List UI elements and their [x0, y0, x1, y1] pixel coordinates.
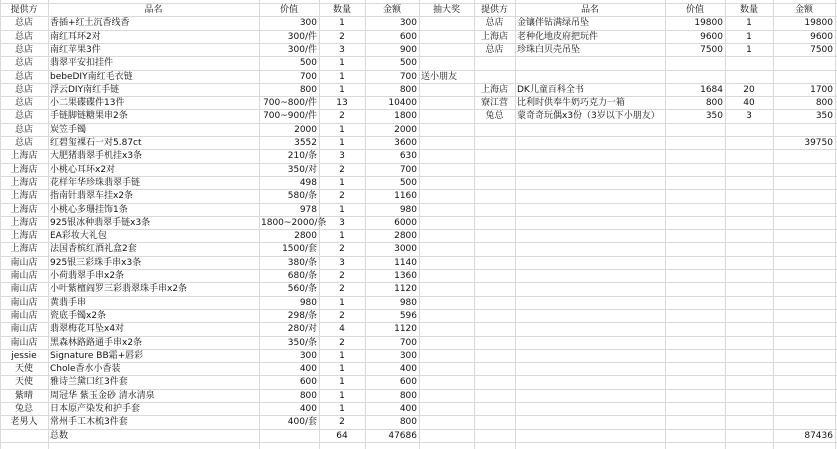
left-cell-provider[interactable]: 兔总 [14, 404, 33, 414]
left-cell-value[interactable]: 3552 [294, 138, 317, 148]
left-cell-value[interactable]: 400 [299, 404, 317, 414]
left-total-quantity[interactable]: 64 [336, 430, 348, 441]
left-cell-quantity[interactable]: 2 [339, 417, 345, 428]
left-cell-quantity[interactable]: 1 [339, 58, 345, 69]
left-cell-amount[interactable]: 700 [399, 337, 417, 348]
left-cell-amount[interactable]: 800 [399, 84, 417, 95]
left-cell-item-name[interactable]: 黑森林路路通手串x2条 [50, 337, 143, 348]
left-cell-value[interactable]: 700~800/件 [263, 98, 317, 109]
right-cell-provider[interactable]: 总店 [485, 18, 504, 29]
left-cell-amount[interactable]: 400 [399, 364, 417, 375]
left-cell-quantity[interactable]: 4 [339, 324, 345, 335]
left-cell-provider[interactable]: 上海店 [10, 191, 38, 202]
left-cell-quantity[interactable]: 1 [339, 84, 345, 95]
left-cell-value[interactable]: 300 [299, 350, 317, 361]
left-cell-item-name[interactable]: 雅诗兰黛口红3件套 [50, 377, 128, 388]
right-cell-provider[interactable]: 寮江营 [480, 98, 508, 109]
left-cell-item-name[interactable]: 法国香槟红酒礼盒2套 [50, 244, 137, 255]
left-cell-amount[interactable]: 1120 [394, 324, 417, 335]
right-cell-value[interactable]: 1684 [700, 84, 723, 95]
left-cell-amount[interactable]: 600 [399, 377, 417, 388]
left-cell-item-name[interactable]: Chole香水小香装 [50, 364, 121, 375]
left-cell-item-name[interactable]: 小桃心多珊挂饰1条 [50, 204, 128, 215]
left-cell-provider[interactable]: 上海店 [10, 204, 38, 215]
left-cell-provider[interactable]: jessie [11, 350, 37, 361]
right-cell-value[interactable]: 350 [705, 111, 723, 122]
right-cell-quantity[interactable]: 20 [743, 84, 755, 95]
left-cell-quantity[interactable]: 2 [339, 271, 345, 281]
right-cell-amount[interactable]: 7500 [810, 44, 833, 55]
right-cell-amount[interactable]: 1700 [810, 84, 833, 95]
left-cell-amount[interactable]: 2000 [394, 124, 417, 135]
grid-column-line [515, 0, 516, 449]
right-cell-amount[interactable]: 19800 [804, 18, 833, 29]
right-header-quantity[interactable]: 数量 [739, 5, 758, 15]
left-cell-item-name[interactable]: 浮云DIY南红手链 [50, 84, 120, 95]
left-cell-value[interactable]: 700 [299, 71, 317, 82]
right-cell-quantity[interactable]: 1 [746, 31, 752, 42]
draw-header[interactable]: 抽大奖 [432, 5, 460, 15]
left-cell-quantity[interactable]: 3 [339, 44, 345, 55]
left-cell-item-name[interactable]: 日本原产染发和护手套 [50, 404, 141, 414]
left-cell-amount[interactable]: 596 [399, 310, 417, 321]
left-cell-value[interactable]: 300/件 [287, 31, 317, 42]
left-cell-provider[interactable]: 上海店 [10, 217, 38, 228]
left-cell-provider[interactable]: 上海店 [10, 231, 38, 242]
left-cell-amount[interactable]: 1120 [394, 284, 417, 295]
right-cell-item-name[interactable]: 金镶伴钻满绿吊坠 [517, 18, 590, 29]
left-cell-value[interactable]: 560/条 [287, 284, 317, 295]
left-cell-quantity[interactable]: 1 [339, 177, 345, 188]
left-header-amount[interactable]: 金额 [382, 5, 401, 15]
right-cell-provider[interactable]: 总店 [485, 44, 504, 55]
left-cell-quantity[interactable]: 2 [339, 284, 345, 295]
left-cell-item-name[interactable]: Signature BB霜+唇彩 [50, 350, 144, 361]
left-cell-provider[interactable]: 总店 [14, 111, 33, 122]
left-cell-quantity[interactable]: 1 [339, 377, 345, 388]
left-cell-value[interactable]: 600 [299, 377, 317, 388]
left-cell-value[interactable]: 280/对 [287, 324, 317, 335]
left-cell-value[interactable]: 1500/套 [282, 244, 317, 255]
left-cell-value[interactable]: 400 [299, 364, 317, 375]
left-cell-provider[interactable]: 老男人 [10, 417, 38, 428]
left-cell-quantity[interactable]: 2 [339, 310, 345, 321]
grid-column-line [725, 0, 726, 449]
left-cell-quantity[interactable]: 2 [339, 337, 345, 348]
left-cell-provider[interactable]: 总店 [14, 71, 33, 82]
left-cell-amount[interactable]: 2800 [394, 231, 417, 242]
left-header-item-name[interactable]: 品名 [144, 5, 163, 15]
grid-column-line [665, 0, 666, 449]
left-cell-quantity[interactable]: 1 [339, 124, 345, 135]
right-cell-item-name[interactable]: 珍珠白贝壳吊坠 [517, 44, 581, 55]
left-cell-amount[interactable]: 300 [399, 18, 417, 29]
right-cell-amount[interactable]: 350 [815, 111, 833, 122]
left-cell-provider[interactable]: 总店 [14, 98, 33, 109]
left-cell-item-name[interactable]: 花样年华珍珠翡翠手链 [50, 177, 141, 188]
left-cell-value[interactable]: 800 [299, 84, 317, 95]
left-cell-quantity[interactable]: 3 [339, 217, 345, 228]
left-cell-provider[interactable]: 南山店 [10, 310, 38, 321]
left-cell-amount[interactable]: 600 [399, 31, 417, 42]
left-cell-value[interactable]: 298/条 [287, 310, 317, 321]
left-cell-amount[interactable]: 6000 [394, 217, 417, 228]
right-cell-item-name[interactable]: DK儿童百科全书 [517, 84, 584, 95]
left-cell-value[interactable]: 700~900/件 [263, 111, 317, 122]
left-cell-provider[interactable]: 南山店 [10, 271, 38, 281]
right-cell-provider[interactable]: 上海店 [480, 84, 508, 95]
left-cell-provider[interactable]: 上海店 [10, 164, 38, 175]
left-cell-value[interactable]: 300/件 [287, 44, 317, 55]
left-cell-quantity[interactable]: 2 [339, 164, 345, 175]
right-cell-quantity[interactable]: 40 [743, 98, 755, 109]
left-cell-item-name[interactable]: 南红耳环2对 [50, 31, 101, 42]
left-cell-item-name[interactable]: 周冠华 紫玉金砂 清水清泉 [50, 390, 155, 401]
left-cell-amount[interactable]: 1160 [394, 191, 417, 202]
left-cell-quantity[interactable]: 1 [339, 231, 345, 242]
left-cell-provider[interactable]: 南山店 [10, 284, 38, 295]
left-cell-provider[interactable]: 天使 [14, 377, 33, 388]
left-cell-item-name[interactable]: 925银三彩珠手串x3条 [50, 257, 142, 268]
left-cell-amount[interactable]: 300 [399, 350, 417, 361]
left-cell-item-name[interactable]: 瓷底手镯x2条 [50, 310, 107, 321]
grid-column-line [835, 0, 836, 449]
left-cell-item-name[interactable]: bebeDIY南红毛衣链 [50, 71, 133, 82]
right-total-amount[interactable]: 87436 [804, 430, 833, 441]
left-cell-provider[interactable]: 南山店 [10, 297, 38, 308]
right-cell-value[interactable]: 9600 [700, 31, 723, 42]
left-cell-item-name[interactable]: 翡翠梅花耳坠x4对 [50, 324, 125, 335]
left-header-quantity[interactable]: 数量 [332, 5, 351, 15]
left-total-amount[interactable]: 47686 [388, 430, 417, 441]
left-cell-amount[interactable]: 400 [399, 404, 417, 414]
grid-column-line [474, 0, 475, 449]
left-cell-item-name[interactable]: EA彩妆大礼包 [50, 231, 107, 242]
left-cell-quantity[interactable]: 13 [336, 98, 348, 109]
left-cell-value[interactable]: 350/对 [287, 164, 317, 175]
left-cell-provider[interactable]: 南山店 [10, 324, 38, 335]
left-cell-item-name[interactable]: 黄翡手串 [50, 297, 87, 308]
right-cell-item-name[interactable]: 蒙奇奇玩偶x3份（3岁以下小朋友） [517, 111, 660, 122]
left-cell-provider[interactable]: 紫晴 [14, 390, 33, 401]
left-cell-quantity[interactable]: 1 [339, 138, 345, 148]
right-cell-value[interactable]: 19800 [694, 18, 723, 29]
left-cell-provider[interactable]: 南山店 [10, 337, 38, 348]
left-cell-quantity[interactable]: 2 [339, 31, 345, 42]
left-header-value[interactable]: 价值 [279, 5, 298, 15]
left-cell-value[interactable]: 580/条 [287, 191, 317, 202]
left-cell-provider[interactable]: 天使 [14, 364, 33, 375]
left-cell-item-name[interactable]: 小叶紫檀阎罗三彩翡翠珠手串x2条 [50, 284, 188, 295]
grid-row-line [0, 442, 837, 443]
left-cell-item-name[interactable]: 大肥猪翡翠手机挂x3条 [50, 151, 143, 162]
left-cell-value[interactable]: 680/条 [287, 271, 317, 281]
left-cell-quantity[interactable]: 1 [339, 364, 345, 375]
left-cell-value[interactable]: 800 [299, 390, 317, 401]
left-cell-value[interactable]: 500 [299, 58, 317, 69]
left-cell-amount[interactable]: 10400 [388, 98, 417, 109]
right-cell-item-name[interactable]: 比利时供奉牛奶巧克力一箱 [517, 98, 626, 109]
left-cell-quantity[interactable]: 2 [339, 244, 345, 255]
left-cell-provider[interactable]: 总店 [14, 138, 33, 148]
left-cell-item-name[interactable]: 小桃心耳环x2对 [50, 164, 116, 175]
right-header-item-name[interactable]: 品名 [580, 5, 599, 15]
left-cell-value[interactable]: 498 [299, 177, 317, 188]
left-cell-quantity[interactable]: 1 [339, 390, 345, 401]
left-cell-value[interactable]: 2000 [294, 124, 317, 135]
left-cell-item-name[interactable]: 翡翠平安扣挂件 [50, 58, 114, 69]
right-cell-quantity[interactable]: 3 [746, 111, 752, 122]
left-cell-provider[interactable]: 总店 [14, 44, 33, 55]
left-cell-value[interactable]: 980 [299, 297, 317, 308]
right-header-amount[interactable]: 金额 [794, 5, 813, 15]
right-cell-value[interactable]: 800 [705, 98, 723, 109]
right-cell-amount[interactable]: 800 [815, 98, 833, 109]
left-cell-amount[interactable]: 500 [399, 58, 417, 69]
left-cell-value[interactable]: 1800~2000/条 [261, 217, 327, 228]
left-cell-amount[interactable]: 980 [399, 204, 417, 215]
left-cell-value[interactable]: 400/套 [287, 417, 317, 428]
left-cell-amount[interactable]: 3600 [394, 138, 417, 148]
right-cell-value[interactable]: 7500 [700, 44, 723, 55]
left-cell-amount[interactable]: 900 [399, 44, 417, 55]
left-cell-amount[interactable]: 700 [399, 71, 417, 82]
right-cell-provider[interactable]: 上海店 [480, 31, 508, 42]
draw-side-label[interactable]: 送小朋友 [421, 71, 458, 82]
left-cell-amount[interactable]: 980 [399, 297, 417, 308]
left-cell-value[interactable]: 300 [299, 18, 317, 29]
left-cell-amount[interactable]: 800 [399, 417, 417, 428]
left-cell-amount[interactable]: 1360 [394, 271, 417, 281]
left-cell-provider[interactable]: 上海店 [10, 151, 38, 162]
grid-column-line [773, 0, 774, 449]
left-cell-amount[interactable]: 800 [399, 390, 417, 401]
left-cell-item-name[interactable]: 925银冰种翡翠手链x3条 [50, 217, 151, 228]
right-subtotal-amount[interactable]: 39750 [804, 138, 833, 148]
left-cell-provider[interactable]: 上海店 [10, 244, 38, 255]
left-cell-item-name[interactable]: 小荷翡翠手串x2条 [50, 271, 125, 281]
left-cell-value[interactable]: 380/条 [287, 257, 317, 268]
right-cell-quantity[interactable]: 1 [746, 44, 752, 55]
left-cell-provider[interactable]: 总店 [14, 58, 33, 69]
left-cell-provider[interactable]: 总店 [14, 84, 33, 95]
grid-column-line [419, 0, 420, 449]
left-cell-item-name[interactable]: 手链脚链糖果串2条 [50, 111, 128, 122]
right-header-value[interactable]: 价值 [685, 5, 704, 15]
right-cell-amount[interactable]: 9600 [810, 31, 833, 42]
left-cell-provider[interactable]: 上海店 [10, 177, 38, 188]
left-cell-value[interactable]: 350/条 [287, 337, 317, 348]
right-header-provider[interactable]: 提供方 [480, 5, 508, 15]
left-cell-quantity[interactable]: 1 [339, 18, 345, 29]
left-total-label[interactable]: 总数 [50, 430, 69, 441]
left-cell-quantity[interactable]: 1 [339, 297, 345, 308]
left-cell-item-name[interactable]: 指南针翡翠车挂x2条 [50, 191, 134, 202]
left-cell-item-name[interactable]: 小二果碟碟件13件 [50, 98, 125, 109]
left-cell-provider[interactable]: 总店 [14, 18, 33, 29]
left-cell-item-name[interactable]: 红碧玺裸石一对5.87ct [50, 138, 142, 148]
right-cell-quantity[interactable]: 1 [746, 18, 752, 29]
left-cell-value[interactable]: 210/条 [287, 151, 317, 162]
left-cell-value[interactable]: 978 [299, 204, 317, 215]
left-cell-item-name[interactable]: 南红苹果3件 [50, 44, 101, 55]
left-cell-amount[interactable]: 700 [399, 164, 417, 175]
left-header-provider[interactable]: 提供方 [10, 5, 38, 15]
left-cell-provider[interactable]: 总店 [14, 31, 33, 42]
right-cell-provider[interactable]: 兔总 [485, 111, 504, 122]
left-cell-quantity[interactable]: 3 [339, 151, 345, 162]
left-cell-amount[interactable]: 630 [399, 151, 417, 162]
left-cell-item-name[interactable]: 常州手工木梳3件套 [50, 417, 128, 428]
left-cell-quantity[interactable]: 1 [339, 71, 345, 82]
left-cell-quantity[interactable]: 2 [339, 191, 345, 202]
left-cell-provider[interactable]: 总店 [14, 124, 33, 135]
left-cell-provider[interactable]: 南山店 [10, 257, 38, 268]
left-cell-value[interactable]: 2800 [294, 231, 317, 242]
left-cell-item-name[interactable]: 炭笠手镯 [50, 124, 87, 135]
right-cell-item-name[interactable]: 老种化地皮府把玩件 [517, 31, 599, 42]
left-cell-quantity[interactable]: 1 [339, 404, 345, 414]
left-cell-item-name[interactable]: 香插+红土沉香线香 [50, 18, 130, 29]
left-cell-quantity[interactable]: 1 [339, 204, 345, 215]
left-cell-quantity[interactable]: 1 [339, 350, 345, 361]
left-cell-quantity[interactable]: 3 [339, 257, 345, 268]
left-cell-amount[interactable]: 1140 [394, 257, 417, 268]
left-cell-quantity[interactable]: 2 [339, 111, 345, 122]
left-cell-amount[interactable]: 3000 [394, 244, 417, 255]
left-cell-amount[interactable]: 500 [399, 177, 417, 188]
left-cell-amount[interactable]: 1800 [394, 111, 417, 122]
